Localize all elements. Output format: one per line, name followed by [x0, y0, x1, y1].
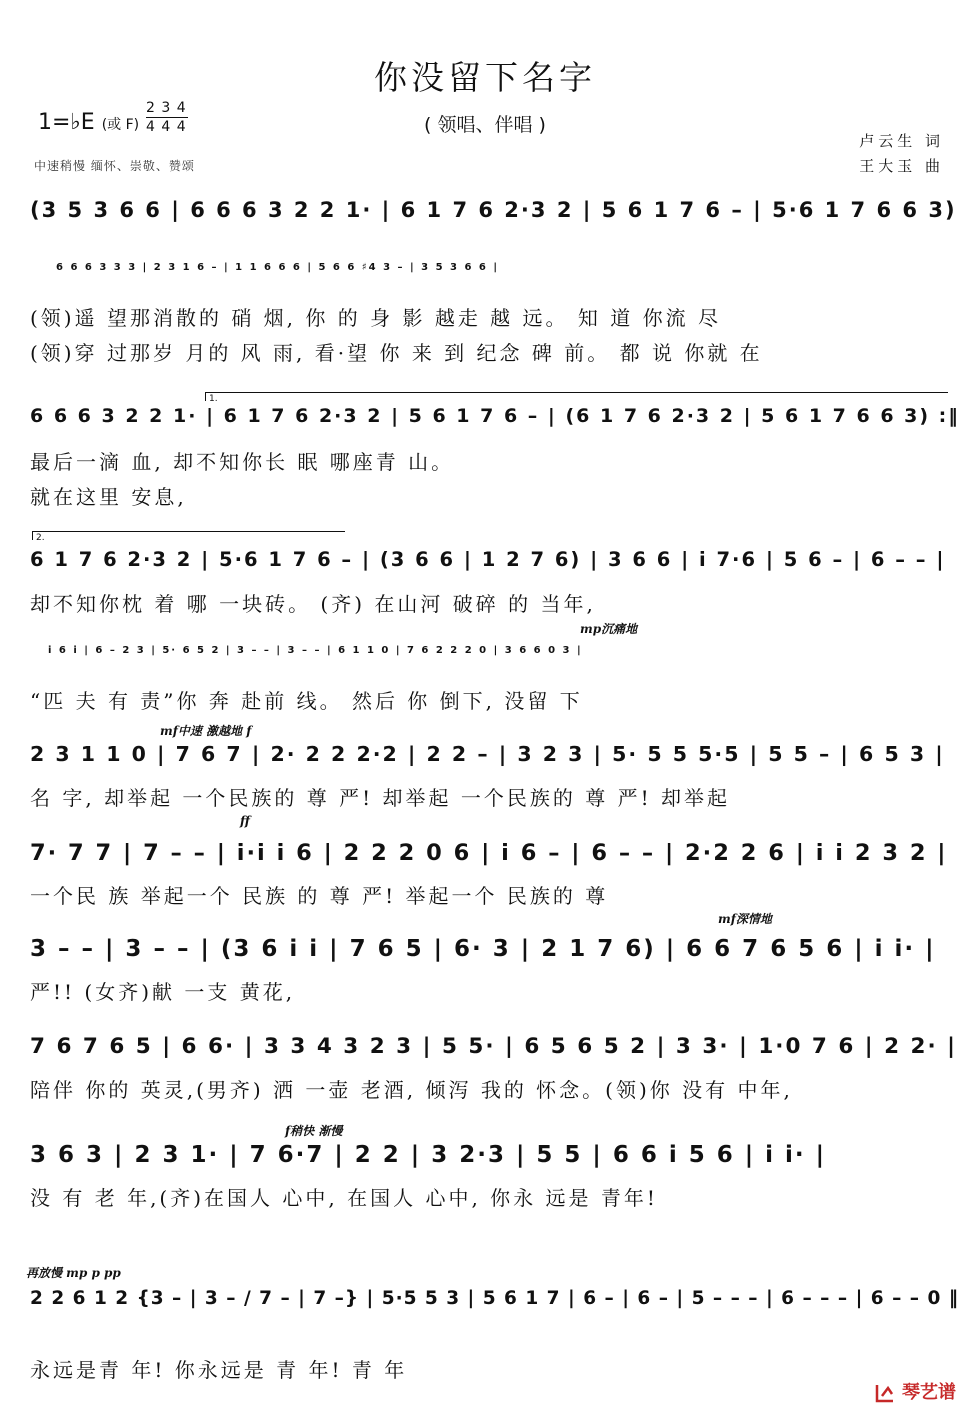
dynamic-marking-5: mp沉痛地 — [580, 622, 638, 636]
tempo-marking: 中速稍慢 缅怀、崇敬、赞颂 — [34, 159, 195, 173]
lyric-line-5: “匹 夫 有 责”你 奔 赴前 线。 然后 你 倒下, 没留 下 — [30, 689, 583, 713]
time-signature — [146, 100, 188, 135]
lyric-line-6: 名 字, 却举起 一个民族的 尊 严! 却举起 一个民族的 尊 严! 却举起 — [30, 786, 731, 810]
dynamic-marking-6: mf中速 激越地 f — [160, 724, 252, 738]
watermark-text: 琴艺谱 — [902, 1382, 956, 1403]
dynamic-marking-10: f稍快 渐慢 — [285, 1124, 343, 1138]
lyric-line-7: 一个民 族 举起一个 民族 的 尊 严! 举起一个 民族的 尊 — [30, 884, 609, 908]
notation-line-1: (3 5 3 6 6 | 6 6 6 3 2 2 1· | 6 1 7 6 2·3 2 | 5 6 1 7 6 – | 5·6 1 7 6 6 3) — [30, 198, 957, 222]
notation-line-9: 7 6 7 6 5 | 6 6· | 3 3 4 3 2 3 | 5 5· | 6 5 6 5 2 | 3 3· | 1·0 7 6 | 2 2· | — [30, 1034, 958, 1059]
notation-line-6: 2 3 1 1 0 | 7 6 7 | 2· 2 2 2·2 | 2 2 – | 3 2 3 | 5· 5 5 5·5 | 5 5 – | 6 5 3 | — [30, 742, 945, 766]
watermark-icon — [874, 1382, 896, 1404]
key-alternative: (或 F) — [101, 117, 140, 133]
second-ending-label: 2. — [36, 533, 45, 543]
lyric-line-4: 却不知你枕 着 哪 一块砖。 (齐) 在山河 破碎 的 当年, — [30, 592, 596, 616]
key-signature — [38, 110, 139, 135]
time-signature-rule — [146, 117, 188, 118]
first-ending-bracket — [205, 392, 948, 404]
dynamic-marking-7: ff — [240, 814, 250, 828]
notation-line-11: 2 2 6 1 2 {3 – | 3 – / 7 – | 7 –} | 5·5 5 3 | 5 6 1 7 | 6 – | 6 – | 5 – – – | 6 – – – | 6 – – 0 ‖ — [30, 1288, 960, 1309]
lyric-line-3b: 就在这里 安息, — [30, 485, 187, 509]
notation-line-10: 3 6 3 | 2 3 1· | 7 6·7 | 2 2 | 3 2·3 | 5 5 | 6 6 i 5 6 | i i· | — [30, 1142, 827, 1168]
performance-note: ( 领唱、伴唱 ) — [424, 114, 546, 136]
notation-line-7: 7· 7 7 | 7 – – | i·i i 6 | 2 2 2 0 6 | i 6 – | 6 – – | 2·2 2 6 | i i 2 3 2 | — [30, 840, 948, 866]
notation-line-3: 6 6 6 3 2 2 1· | 6 1 7 6 2·3 2 | 5 6 1 7 6 – | (6 1 7 6 2·3 2 | 5 6 1 7 6 6 3) :‖ — [30, 405, 960, 427]
lyric-line-9: 陪伴 你的 英灵,(男齐) 洒 一壶 老酒, 倾泻 我的 怀念。(领)你 没有 中年, — [30, 1078, 793, 1102]
dynamic-marking-11: 再放慢 mp p pp — [26, 1266, 121, 1280]
lyric-line-10: 没 有 老 年,(齐)在国人 心中, 在国人 心中, 你永 远是 青年! — [30, 1186, 658, 1210]
lyric-line-2b: (领)穿 过那岁 月的 风 雨, 看·望 你 来 到 纪念 碑 前。 都 说 你就 在 — [30, 341, 763, 365]
lyric-line-2a: (领)遥 望那消散的 硝 烟, 你 的 身 影 越走 越 远。 知 道 你流 尽 — [30, 306, 721, 330]
first-ending-label: 1. — [209, 394, 218, 404]
song-title: 你没留下名字 — [374, 58, 596, 97]
lyric-line-11: 永远是青 年! 你永远是 青 年! 青 年 — [30, 1358, 408, 1382]
notation-line-2: 6 6 6 3 3 3 | 2 3 1 6 – | 1 1 6 6 6 | 5 6 6 ♯4 3 – | 3 5 3 6 6 | — [56, 262, 499, 273]
second-ending-bracket — [32, 531, 345, 543]
key-label: 1=♭E — [38, 110, 95, 135]
notation-line-5: i 6 i | 6 – 2 3 | 5· 6 5 2 | 3 – – | 3 – – | 6 1 1 0 | 7 6 2 2 2 0 | 3 6 6 0 3 | — [48, 645, 583, 656]
watermark-logo — [874, 1378, 956, 1404]
lyricist-credit: 卢云生 词 — [859, 132, 944, 150]
notation-line-4: 6 1 7 6 2·3 2 | 5·6 1 7 6 – | (3 6 6 | 1 2 7 6) | 3 6 6 | i 7·6 | 5 6 – | 6 – – | — [30, 548, 946, 571]
time-signature-bottom: 4 4 4 — [146, 119, 187, 135]
notation-line-8: 3 – – | 3 – – | (3 6 i i | 7 6 5 | 6· 3 | 2 1 7 6) | 6 6 7 6 5 6 | i i· | — [30, 936, 936, 962]
lyric-line-3a: 最后一滴 血, 却不知你长 眠 哪座青 山。 — [30, 450, 455, 474]
composer-credit: 王大玉 曲 — [859, 157, 944, 175]
lyric-line-8: 严!! (女齐)献 一支 黄花, — [30, 980, 296, 1004]
time-signature-top: 2 3 4 — [146, 100, 187, 116]
dynamic-marking-8: mf深情地 — [718, 912, 772, 926]
